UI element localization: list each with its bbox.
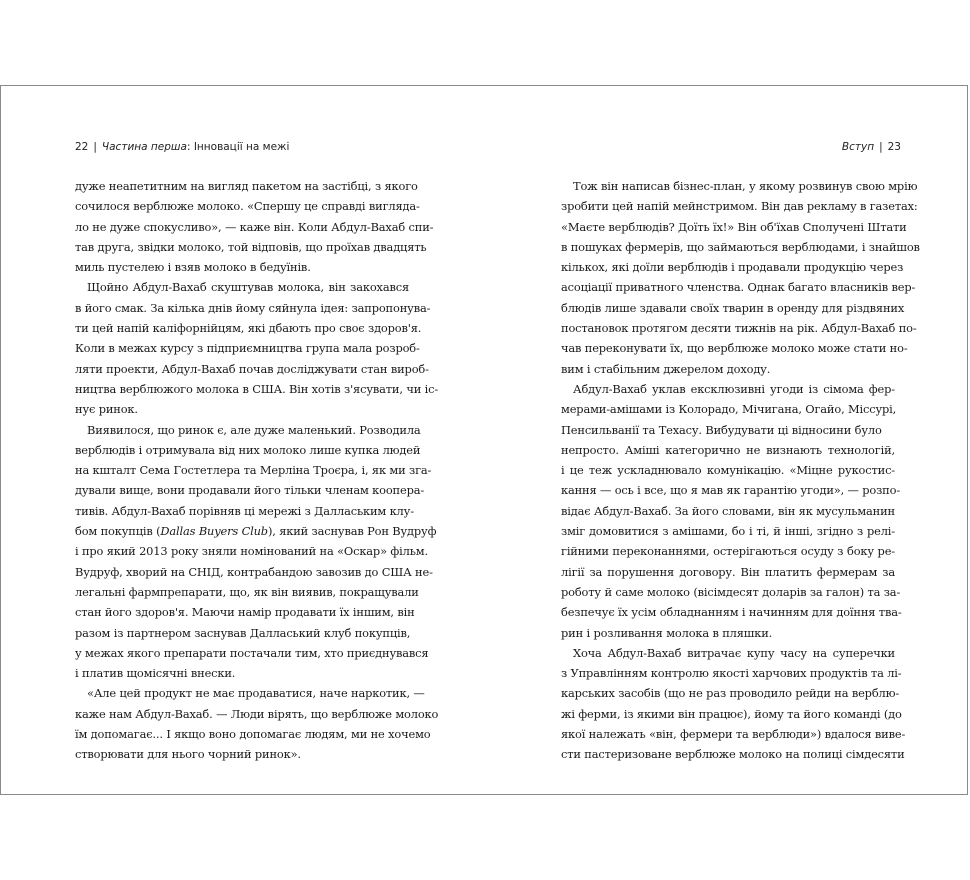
left-body-text (75, 176, 439, 765)
section-title: Вступ (841, 141, 875, 153)
header-separator: | (879, 141, 883, 153)
book-spread (0, 85, 968, 795)
text-line: ництва верблюжого молока в США. Він хотів з'ясувати, чи іс- (75, 381, 439, 396)
text-line: в його смак. За кілька днів йому сяйнула ідея: запропонува- (75, 300, 431, 315)
text-line: Вудруф, хворий на СНІД, контрабандою завозив до США не- (75, 564, 433, 579)
text-line: безпечує їх усім обладнанням і начинням для доїння тва- (561, 605, 902, 620)
text-line: «Маєте верблюдів? Доїть їх!» Він об'їхав Сполучені Штати (561, 219, 907, 234)
text-line: їм допомагає... І якщо воно допомагає людям, ми не хочемо (75, 727, 431, 742)
text-line: непросто. Аміші категорично не визнають технологій, (561, 442, 895, 457)
text-line: у межах якого препарати постачали тим, хто приєднувався (75, 645, 429, 660)
text-line: блюдів лише здавали своїх тварин в оренду для різдвяних (561, 300, 905, 315)
text-line: тав друга, звідки молоко, той відповів, що проїхав двадцять (75, 239, 427, 254)
text-line: лігії за порушення договору. Він платить фермерам за (561, 564, 895, 579)
text-segment: ), який заснував Рон Вудруф (267, 524, 437, 539)
text-line: легальні фармпрепарати, що, як він виявив, покращували (75, 584, 419, 599)
header-separator: | (93, 141, 97, 153)
left-page (1, 86, 485, 794)
text-line: сочилося верблюже молоко. «Спершу це справді вигляда- (75, 199, 420, 214)
text-line: дували вище, вони продавали його тільки членам кооперa- (75, 483, 425, 498)
page-number: 23 (887, 141, 901, 153)
text-line: чав переконувати їх, що верблюже молоко може стати но- (561, 341, 908, 356)
part-label: Частина перша (101, 141, 187, 153)
text-line: дуже неапетитним на вигляд пакетом на застібці, з якого (75, 179, 418, 193)
text-line: кання — ось і все, що я мав як гарантію угоди», — розпо- (561, 483, 901, 498)
text-line: ло не дуже спокусливо», — каже він. Коли Абдул-Вахаб спи- (75, 219, 434, 234)
text-line: каже нам Абдул-Вахаб. — Люди вірять, що верблюже молоко (75, 706, 439, 721)
text-line: сти пастеризоване верблюже молоко на полиці сімдесяти (561, 747, 905, 762)
right-running-header (842, 141, 901, 153)
text-line: жі ферми, із якими він працює), йому та його команді (до (561, 706, 902, 721)
text-line: і про який 2013 року зняли номінований на «Оскар» фільм. (75, 544, 428, 559)
text-line: миль пустелею і взяв молоко в бедуїнів. (75, 260, 311, 275)
text-line: якої належать «він, фермери та верблюди») вдалося вивe- (561, 727, 906, 742)
text-line: нує ринок. (75, 402, 138, 417)
text-line: Виявилося, що ринок є, але дуже маленький. Розводила (87, 422, 421, 437)
text-line: Щойно Абдул-Вахаб скуштував молока, він закохався (87, 280, 409, 295)
text-line: і платив щомісячні внески. (75, 666, 236, 681)
text-line: Пенсильванії та Техасу. Вибудувати ці відносини було (561, 422, 882, 437)
text-line: постановок протягом десяти тижнів на рік. Абдул-Вахаб по- (561, 321, 917, 336)
text-line: зміг домовитися з амішами, бо і ті, й інші, згідно з релі- (561, 524, 895, 539)
text-line: «Але цей продукт не має продаватися, наче наркотик, — (87, 686, 425, 701)
text-line: в пошуках фермерів, що займаються верблюдами, і знайшов (561, 239, 920, 254)
text-segment: бом покупців ( (75, 524, 161, 539)
text-line: карських засобів (що не раз проводило рейди на верблю- (561, 686, 900, 701)
text-line (75, 521, 437, 541)
italic-title: Dallas Buyers Club (160, 524, 268, 539)
text-line: стан його здоров'я. Маючи намір продавати їх іншим, він (75, 605, 415, 620)
text-line: асоціації приватного членства. Однак багато власників вер- (561, 280, 916, 295)
text-line: гійними переконаннями, остерігаються осуду з боку ре- (561, 544, 895, 559)
text-line: створювати для нього чорний ринок». (75, 747, 301, 762)
section-title: : Інновації на межі (186, 141, 290, 153)
text-line: мерами-амішами із Колорадо, Мічигана, Огайо, Міссурі, (561, 402, 897, 417)
text-line: на кшталт Сема Гостетлера та Мерліна Троєра, і, як ми зга- (75, 463, 432, 478)
left-running-header (75, 141, 289, 153)
text-line: і це теж ускладнювало комунікацію. «Міцне рукостис- (561, 463, 895, 478)
text-line: вим і стабільним джерелом доходу. (561, 361, 771, 376)
right-body-text (561, 176, 920, 765)
page-number: 22 (75, 141, 89, 153)
text-line: Тож він написав бізнес-план, у якому розвинув свою мрію (573, 179, 918, 193)
text-line: Коли в межах курсу з підприємництва група мала розроб- (75, 341, 420, 356)
text-line: разом із партнером заснував Далласький клуб покупців, (75, 625, 411, 640)
text-line: Хоча Абдул-Вахаб витрачає купу часу на суперечки (573, 645, 895, 660)
text-line: роботу й саме молоко (вісімдесят доларів за галон) та за- (561, 584, 901, 599)
text-line: рин і розливання молока в пляшки. (561, 625, 773, 640)
text-line: тивів. Абдул-Вахаб порівняв ці мережі з Даллаським клу- (75, 503, 414, 518)
right-page (485, 86, 969, 794)
text-line: зробити цей напій мейнстримом. Він дав рекламу в газетах: (561, 199, 918, 214)
text-line: відає Абдул-Вахаб. За його словами, він як мусульманин (561, 503, 895, 518)
text-line: з Управлінням контролю якості харчових продуктів та лі- (561, 666, 902, 681)
text-line: кількох, які доїли верблюдів і продавали продукцію через (561, 260, 904, 275)
text-line: ти цей напій каліфорнійцям, які дбають про своє здоров'я. (75, 321, 422, 336)
text-line: верблюдів і отримувала від них молоко лише купка людей (75, 442, 421, 457)
text-line: Абдул-Вахаб уклав ексклюзивні угоди із сімома фер- (573, 381, 895, 396)
text-line: ляти проекти, Абдул-Вахаб почав досліджувати стан вироб- (75, 361, 429, 376)
